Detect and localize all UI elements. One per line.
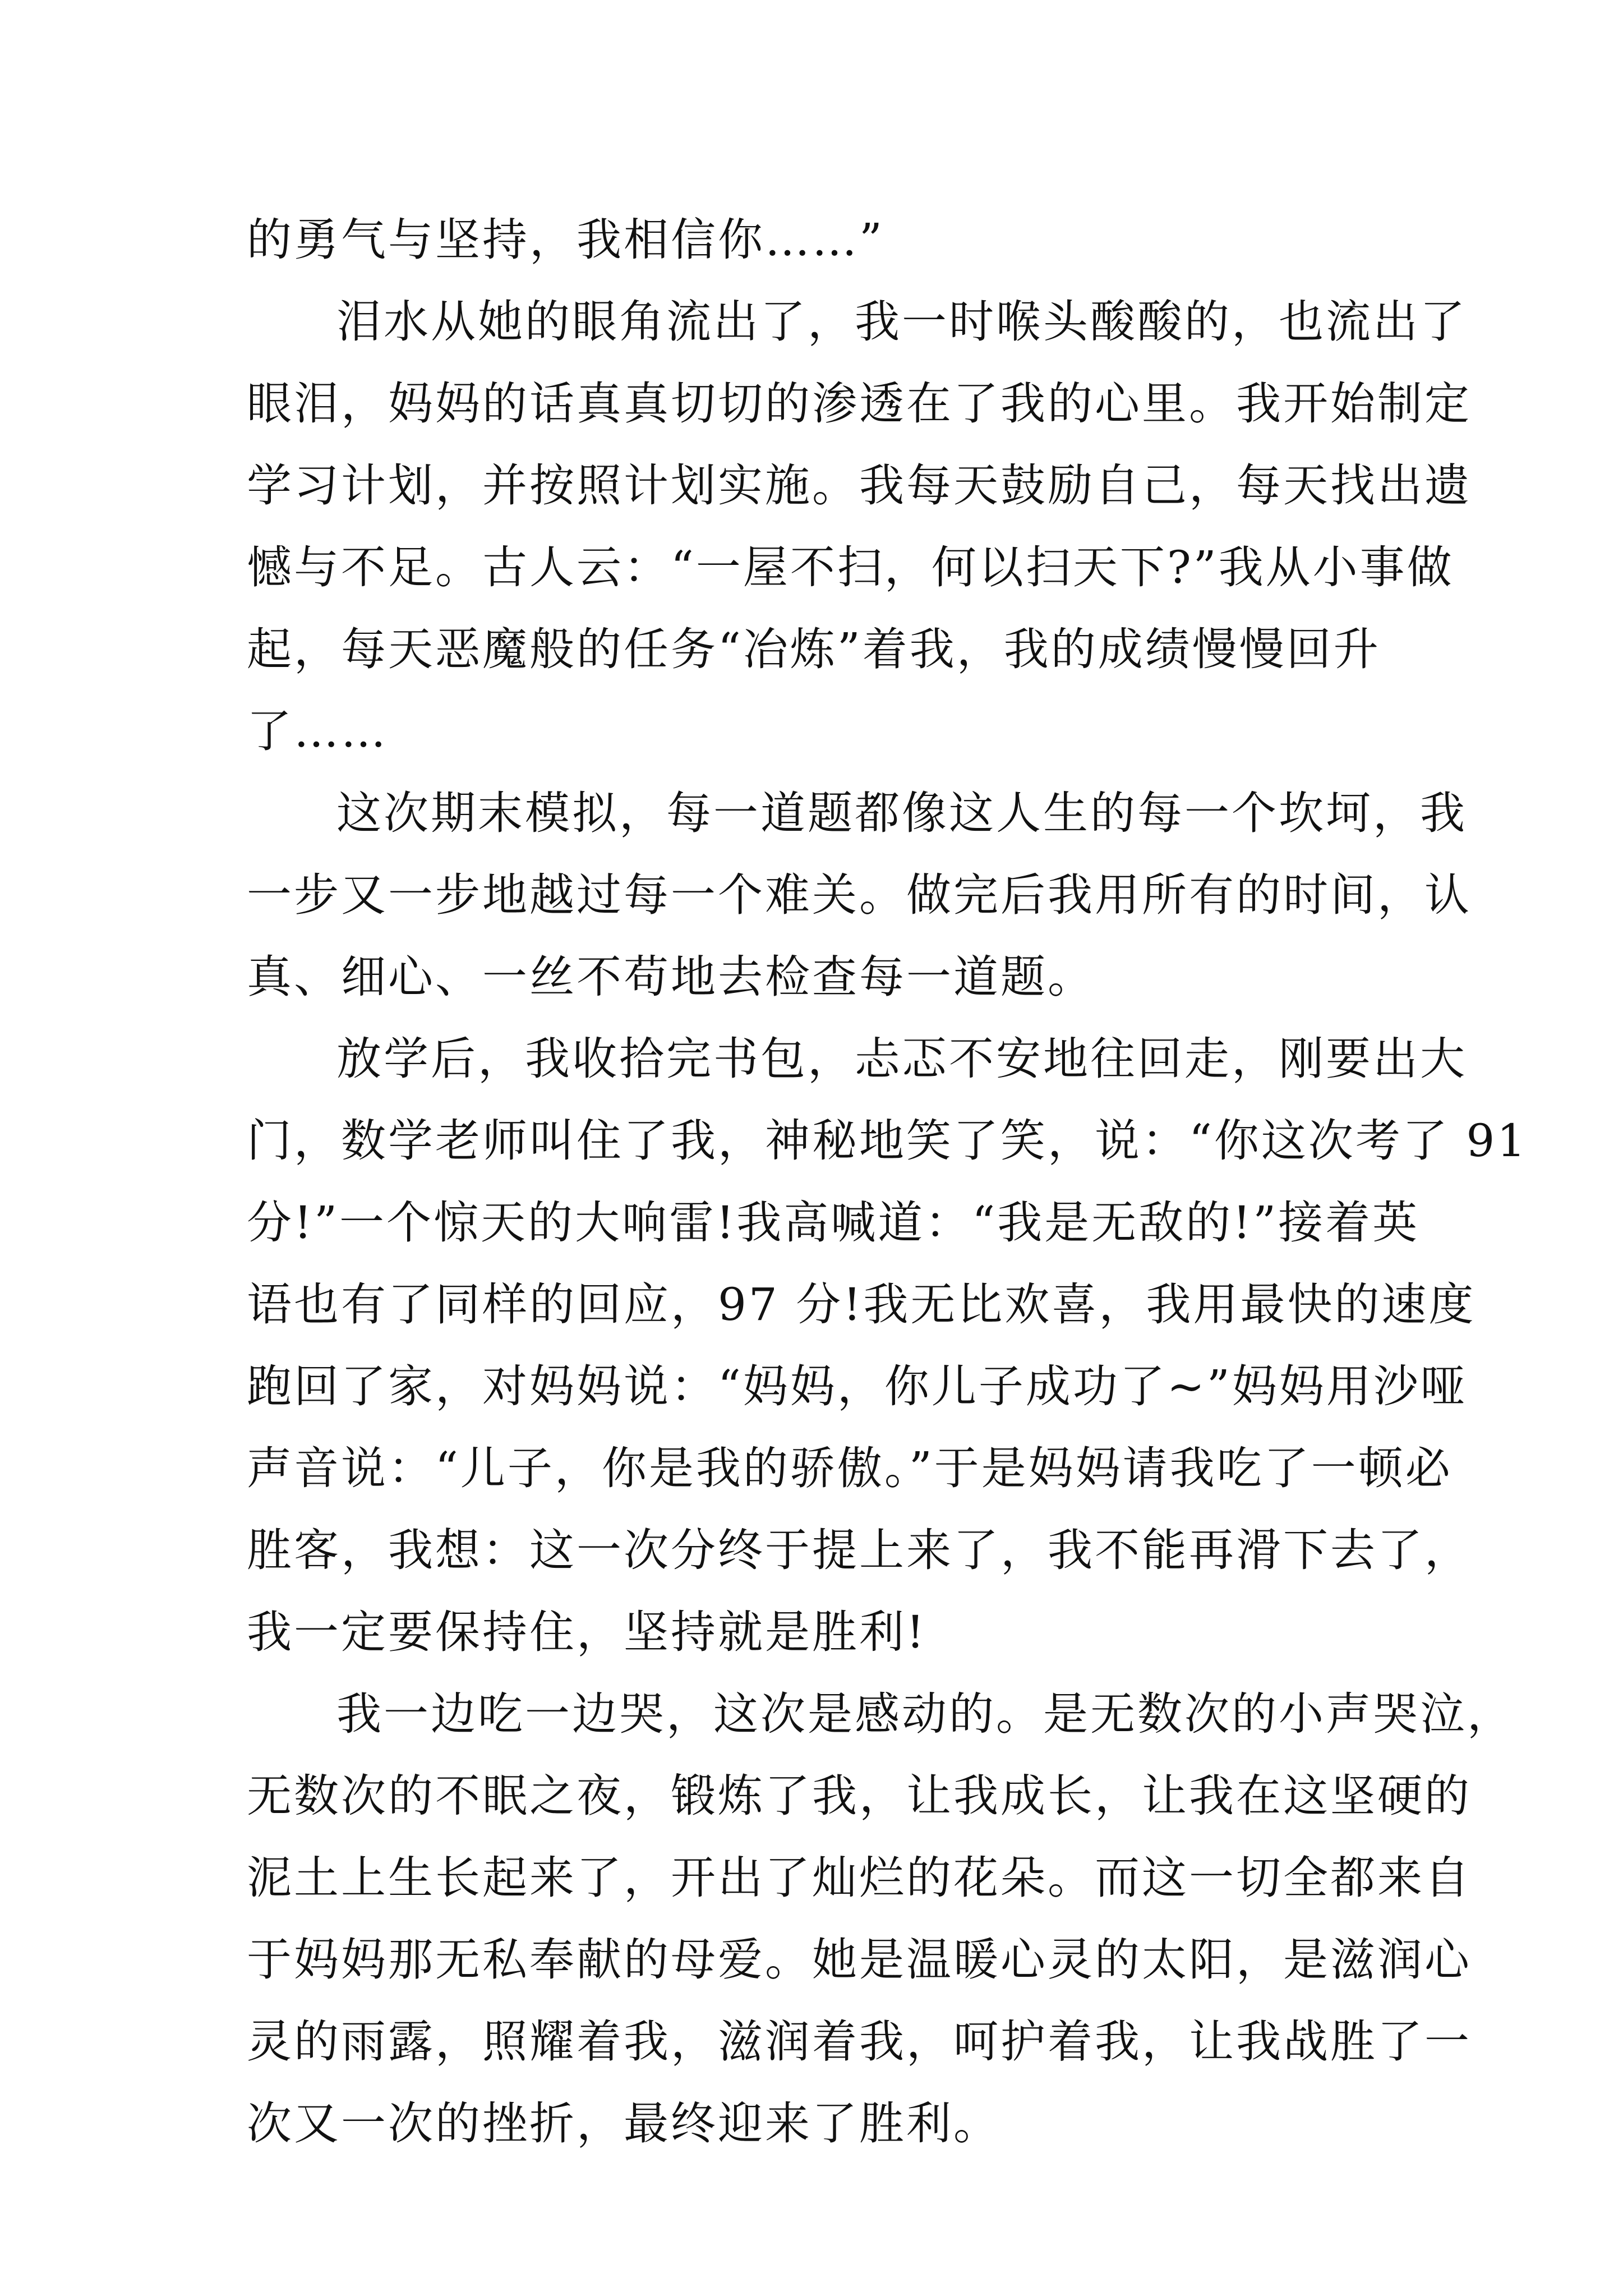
paragraph-first-line: 泪水从她的眼角流出了，我一时喉头酸酸的，也流出了 <box>336 296 1467 348</box>
text-line: 学习计划，并按照计划实施。我每天鼓励自己，每天找出遗 <box>247 459 1472 512</box>
body-text <box>247 199 1528 2165</box>
text-line: 一步又一步地越过每一个难关。做完后我用所有的时间，认 <box>247 869 1472 921</box>
text-line: 语也有了同样的回应，97 分!我无比欢喜，我用最快的速度 <box>247 1278 1476 1331</box>
text-line: 分!”一个惊天的大响雷!我高喊道：“我是无敌的!”接着英 <box>247 1197 1420 1249</box>
text-line: 眼泪，妈妈的话真真切切的渗透在了我的心里。我开始制定 <box>247 378 1472 430</box>
text-line: 胜客，我想：这一次分终于提上来了，我不能再滑下去了， <box>247 1524 1472 1576</box>
text-line: 了…… <box>247 705 388 757</box>
text-line: 起，每天恶魔般的任务“冶炼”着我，我的成绩慢慢回升 <box>247 623 1381 675</box>
paragraph-first-line: 我一边吃一边哭，这次是感动的。是无数次的小声哭泣， <box>336 1688 1514 1740</box>
text-line: 无数次的不眠之夜，锻炼了我，让我成长，让我在这坚硬的 <box>247 1770 1472 1822</box>
paragraph-first-line: 放学后，我收拾完书包，忐忑不安地往回走，刚要出大 <box>336 1033 1467 1085</box>
text-line: 灵的雨露，照耀着我，滋润着我，呵护着我，让我战胜了一 <box>247 2016 1472 2068</box>
text-line: 门，数学老师叫住了我，神秘地笑了笑，说：“你这次考了 91 <box>247 1115 1528 1167</box>
text-line: 憾与不足。古人云：“一屋不扫，何以扫天下?”我从小事做 <box>247 541 1454 593</box>
text-line: 真、细心、一丝不苟地去检查每一道题。 <box>247 951 1095 1003</box>
text-line: 于妈妈那无私奉献的母爱。她是温暖心灵的太阳，是滋润心 <box>247 1934 1472 1986</box>
text-line: 次又一次的挫折，最终迎来了胜利。 <box>247 2097 1000 2150</box>
text-line: 我一定要保持住，坚持就是胜利! <box>247 1606 927 1658</box>
text-line: 泥土上生长起来了，开出了灿烂的花朵。而这一切全都来自 <box>247 1852 1472 1904</box>
text-line: 的勇气与坚持，我相信你……” <box>247 214 884 266</box>
text-line: 跑回了家，对妈妈说：“妈妈，你儿子成功了~”妈妈用沙哑 <box>247 1360 1468 1412</box>
text-line: 声音说：“儿子，你是我的骄傲。”于是妈妈请我吃了一顿必 <box>247 1442 1453 1494</box>
paragraph-first-line: 这次期末模拟，每一道题都像这人生的每一个坎坷，我 <box>336 787 1467 839</box>
